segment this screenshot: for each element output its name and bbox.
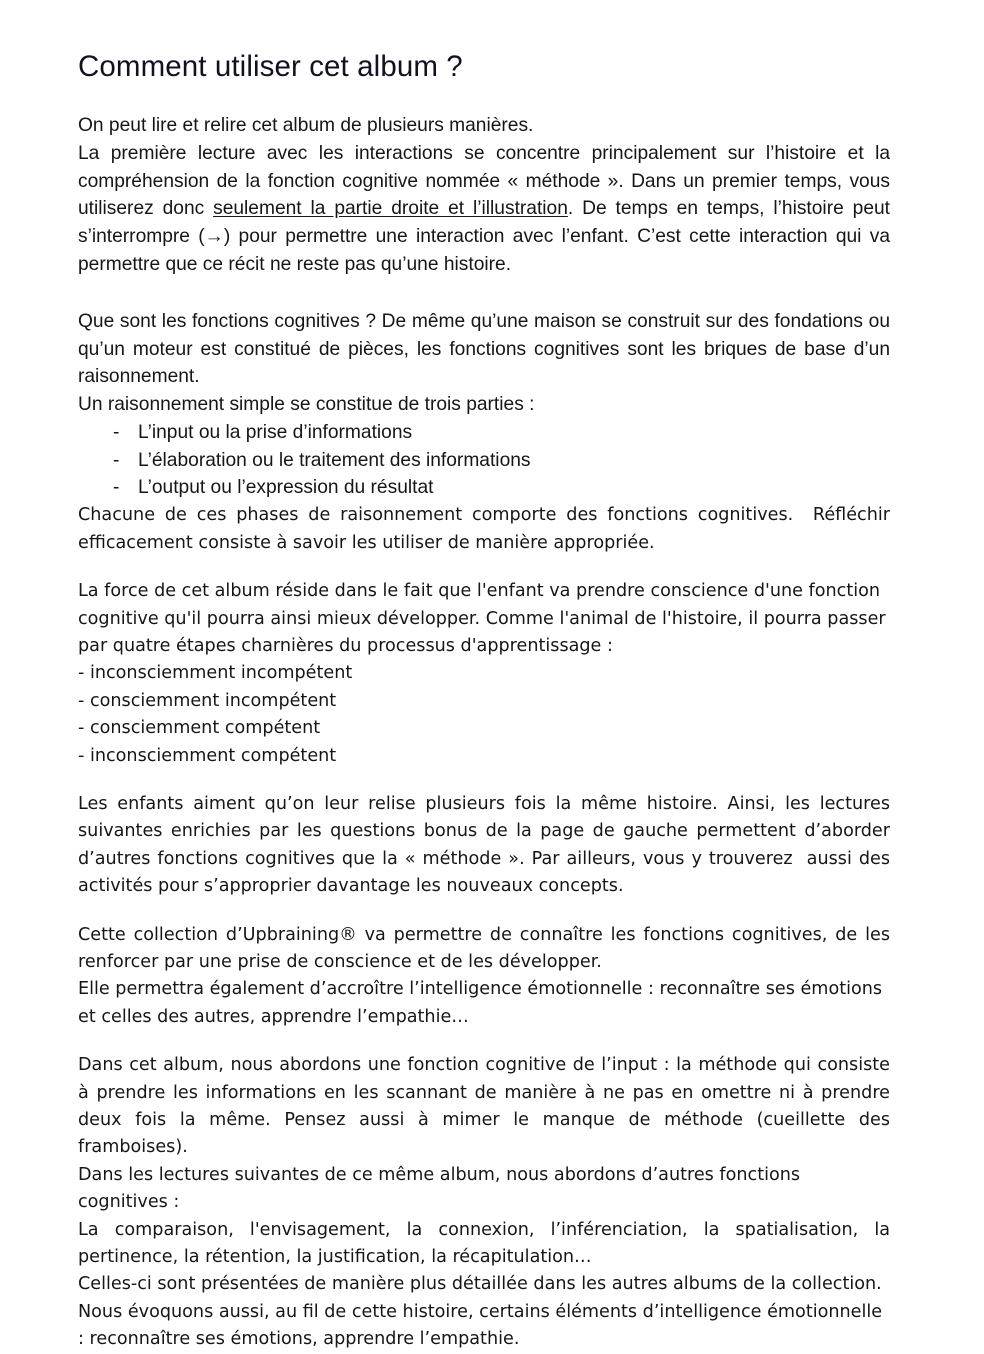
document-content	[78, 0, 896, 1354]
closing-paragraph-2: Dans les lectures suivantes de ce même album, nous abordons d’autres fonctions cognitives :	[78, 1164, 806, 1213]
list-item-label: L’élaboration ou le traitement des informations	[138, 449, 531, 471]
intro-underlined-segment: seulement la partie droite et l’illustration	[213, 198, 568, 220]
list-item	[78, 419, 890, 447]
rereading-paragraph: Les enfants aiment qu’on leur relise plusieurs fois la même histoire. Ainsi, les lectures suivantes enrichies par les questions bonus de la page de gauche permettent d’aborder d’autres fonctions cognitives que la « méthode ». Par ailleurs, vous y trouverez aussi des activités pour s’approprier davantage les nouveaux concepts.	[78, 793, 896, 897]
closing-paragraph-3: La comparaison, l'envisagement, la connexion, l’inférenciation, la spatialisation, la pertinence, la rétention, la justification, la récapitulation…	[78, 1219, 896, 1268]
learning-stages-list	[78, 660, 890, 770]
dash-marker-icon: -	[113, 477, 120, 499]
intro-text-part-2: . De temps en temps, l’histoire peut s’interrompre (	[78, 198, 896, 248]
list-item: - inconsciemment incompétent	[78, 663, 353, 684]
intro-paragraph	[78, 140, 896, 279]
list-item: - consciemment compétent	[78, 718, 321, 739]
dash-marker-icon: -	[113, 421, 120, 443]
intro-first-line: On peut lire et relire cet album de plusieurs manières.	[78, 114, 534, 136]
cognitive-functions-paragraph: Que sont les fonctions cognitives ? De même qu’une maison se construit sur des fondations ou qu’un moteur est constitué de pièces, les fonctions cognitives sont les briques de base d’un raisonnement.	[78, 310, 896, 388]
section-gap-5	[78, 1031, 890, 1052]
section-gap-1	[78, 279, 890, 308]
list-item-label: L’output ou l’expression du résultat	[138, 477, 434, 499]
intro-text-part-1: La première lecture avec les interactions se concentre principalement sur l’histoire et la compréhension de la fonction cognitive nommée « méthode ». Dans un premier temps, vous utiliserez donc	[78, 142, 896, 220]
right-arrow-icon: →	[204, 226, 224, 248]
section-gap-3	[78, 770, 890, 791]
dash-marker-icon: -	[113, 449, 120, 471]
list-item	[78, 447, 890, 475]
collection-paragraph-1: Cette collection d’Upbraining® va permettre de connaître les fonctions cognitives, de les renforcer par une prise de conscience et de les développer.	[78, 924, 896, 972]
page-title: Comment utiliser cet album ?	[78, 50, 463, 83]
cognitive-functions-closing: Chacune de ces phases de raisonnement comporte des fonctions cognitives. Réfléchir efficacement consiste à savoir les utiliser de manière appropriée.	[78, 505, 896, 553]
reasoning-parts-list	[78, 419, 890, 502]
collection-paragraph-2: Elle permettra également d’accroître l’intelligence émotionnelle : reconnaître ses émotions et celles des autres, apprendre l’empathie…	[78, 979, 888, 1027]
closing-paragraph-4: Celles-ci sont présentées de manière plus détaillée dans les autres albums de la collection.	[78, 1274, 882, 1295]
album-strength-paragraph: La force de cet album réside dans le fait que l'enfant va prendre conscience d'une fonction cognitive qu'il pourra ainsi mieux développer. Comme l'animal de l'histoire, il pourra passer par quatre étapes charnières du processus d'apprentissage :	[78, 581, 892, 656]
closing-paragraph-1: Dans cet album, nous abordons une fonction cognitive de l’input : la méthode qui consiste à prendre les informations en les scannant de manière à ne pas en omettre ni à prendre deux fois la même. Pensez aussi à mimer le manque de méthode (cueillette des framboises).	[78, 1055, 896, 1158]
list-item: - inconsciemment compétent	[78, 745, 337, 766]
section-gap-4	[78, 901, 890, 922]
list-item: - consciemment incompétent	[78, 690, 337, 711]
section-gap-2	[78, 557, 890, 578]
reasoning-lead-in: Un raisonnement simple se constitue de trois parties :	[78, 394, 535, 416]
list-item	[78, 474, 890, 502]
closing-paragraph-5: Nous évoquons aussi, au fil de cette histoire, certains éléments d’intelligence émotionnelle : reconnaître ses émotions, apprendre l’empathie.	[78, 1301, 888, 1350]
title-spacer	[78, 84, 890, 112]
intro-text-part-3: ) pour permettre une interaction avec l’enfant. C’est cette interaction qui va permettre que ce récit ne reste pas qu’une histoire.	[78, 226, 896, 275]
list-item-label: L’input ou la prise d’informations	[138, 421, 413, 443]
